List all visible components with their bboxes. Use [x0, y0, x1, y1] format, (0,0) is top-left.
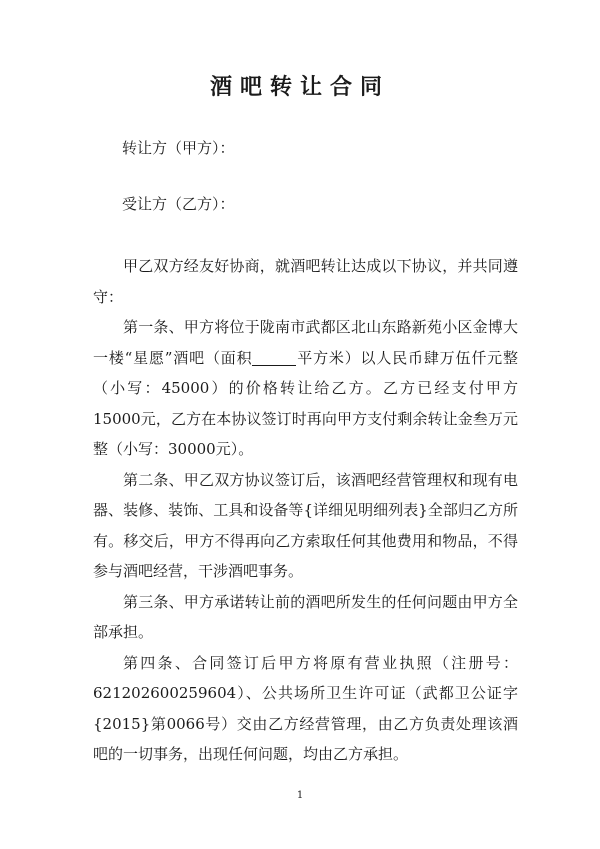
article-3: 第三条、甲方承诺转让前的酒吧所发生的任何问题由甲方全部承担。 [93, 592, 518, 641]
transferee-label: 受让方（乙方）： [122, 195, 235, 213]
article-2: 第二条、甲乙双方协议签订后，该酒吧经营管理权和现有电器、装修、装饰、工具和设备等{详细见明细列表}全部归乙方所有。移交后，甲方不得再向乙方索取任何其他费用和物品，不得参与酒吧经营，干涉酒吧事务。 [93, 470, 518, 580]
article-1-text-b: 平方米）以人民币肆万伍仟元整（小写：45000）的价格转让给乙方。乙方已经支付甲方15000元，乙方在本协议签订时再向甲方支付剩余转让金叁万元整（小写：30000元）。 [93, 348, 518, 458]
contract-body [93, 251, 518, 770]
article-4: 第四条、合同签订后甲方将原有营业执照（注册号：621202600259604）、公共场所卫生许可证（武都卫公证字{2015}第0066号）交由乙方经营管理，由乙方负责处理该酒吧的一切事务，出现任何问题，均由乙方承担。 [93, 653, 518, 763]
article-1-text-a: 第一条、甲方将位于陇南市武都区北山东路新苑小区金博大一楼“星愿”酒吧（面积 [93, 318, 518, 367]
article-1 [93, 312, 518, 465]
transferor-label: 转让方（甲方）： [122, 139, 235, 157]
intro-paragraph: 甲乙双方经友好协商，就酒吧转让达成以下协议，并共同遵守： [93, 257, 518, 306]
page-number: 1 [296, 790, 304, 801]
document-title: 酒吧转让合同 [209, 75, 390, 100]
area-blank-line [252, 349, 296, 366]
